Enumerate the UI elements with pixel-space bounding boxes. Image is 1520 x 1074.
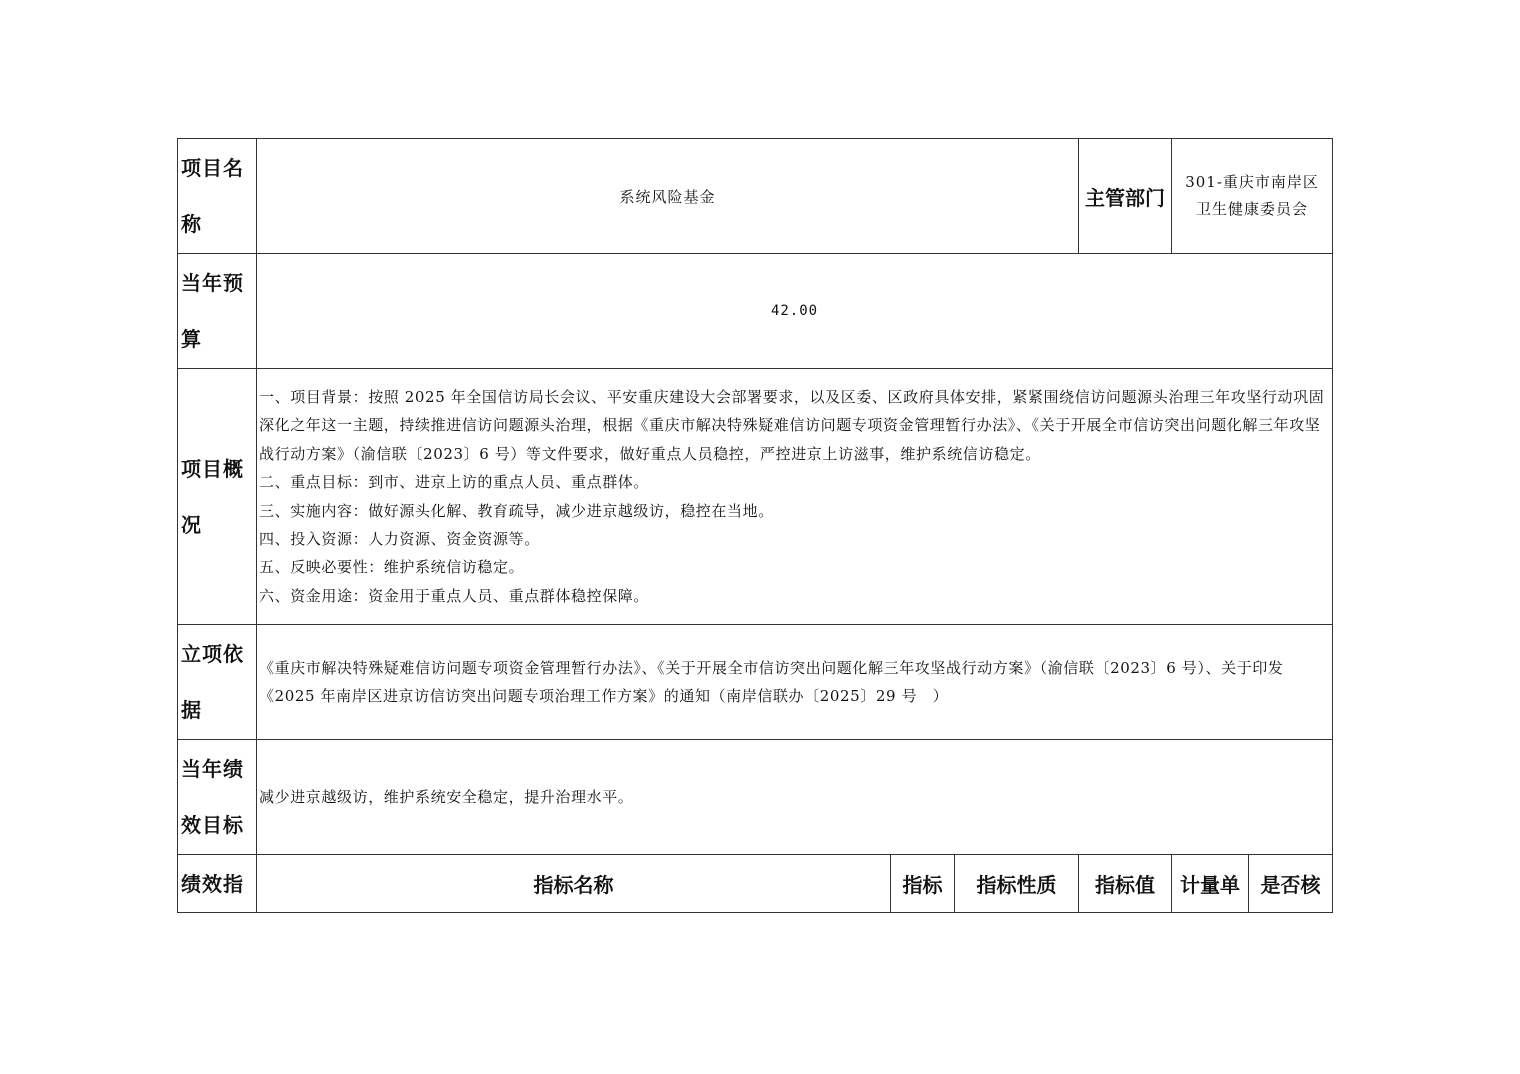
- basis-value: 《重庆市解决特殊疑难信访问题专项资金管理暂行办法》、《关于开展全市信访突出问题化解三年攻坚战行动方案》（渝信联〔2023〕6 号）、关于印发《2025 年南岸区进京访信访突出问题专项治理工作方案》的通知（南岸信联办〔2025〕29 号 ）: [257, 625, 1333, 740]
- goal-value: 减少进京越级访，维护系统安全稳定，提升治理水平。: [257, 740, 1333, 855]
- row-budget: [178, 254, 1333, 369]
- basis-label: 立项依据: [178, 625, 257, 740]
- col-indicator-value: 指标值: [1079, 855, 1172, 913]
- overview-line-1: 一、项目背景：按照 2025 年全国信访局长会议、平安重庆建设大会部署要求，以及区委、区政府具体安排，紧紧围绕信访问题源头治理三年攻坚行动巩固深化之年这一主题，持续推进信访问题源头治理，根据《重庆市解决特殊疑难信访问题专项资金管理暂行办法》、《关于开展全市信访突出问题化解三年攻坚战行动方案》（渝信联〔2023〕6 号）等文件要求，做好重点人员稳控，严控进京上访滋事，维护系统信访稳定。: [259, 387, 1325, 463]
- row-project-name: [178, 139, 1333, 254]
- budget-label: 当年预算: [178, 254, 257, 369]
- overview-line-2: 二、重点目标：到市、进京上访的重点人员、重点群体。: [259, 473, 650, 492]
- project-info-table: [177, 138, 1333, 913]
- col-indicator-nature: 指标性质: [955, 855, 1079, 913]
- dept-label: 主管部门: [1079, 139, 1172, 254]
- indicators-label: 绩效指: [178, 855, 257, 913]
- overview-label: 项目概况: [178, 369, 257, 625]
- overview-line-3: 三、实施内容：做好源头化解、教育疏导，减少进京越级访，稳控在当地。: [259, 501, 774, 520]
- overview-text: [257, 369, 1333, 625]
- project-name-label: 项目名称: [178, 139, 257, 254]
- col-check: 是否核: [1249, 855, 1333, 913]
- row-basis: [178, 625, 1333, 740]
- col-indicator: 指标: [891, 855, 955, 913]
- overview-line-4: 四、投入资源：人力资源、资金资源等。: [259, 529, 540, 548]
- row-indicators-header: [178, 855, 1333, 913]
- row-overview: [178, 369, 1333, 625]
- project-name-value: 系统风险基金: [257, 139, 1079, 254]
- goal-label: 当年绩效目标: [178, 740, 257, 855]
- col-indicator-name: 指标名称: [257, 855, 891, 913]
- overview-line-5: 五、反映必要性：维护系统信访稳定。: [259, 558, 525, 577]
- col-unit: 计量单: [1172, 855, 1249, 913]
- overview-line-6: 六、资金用途：资金用于重点人员、重点群体稳控保障。: [259, 586, 650, 605]
- budget-value: 42.00: [257, 254, 1333, 369]
- row-goal: [178, 740, 1333, 855]
- dept-value: 301-重庆市南岸区卫生健康委员会: [1172, 139, 1333, 254]
